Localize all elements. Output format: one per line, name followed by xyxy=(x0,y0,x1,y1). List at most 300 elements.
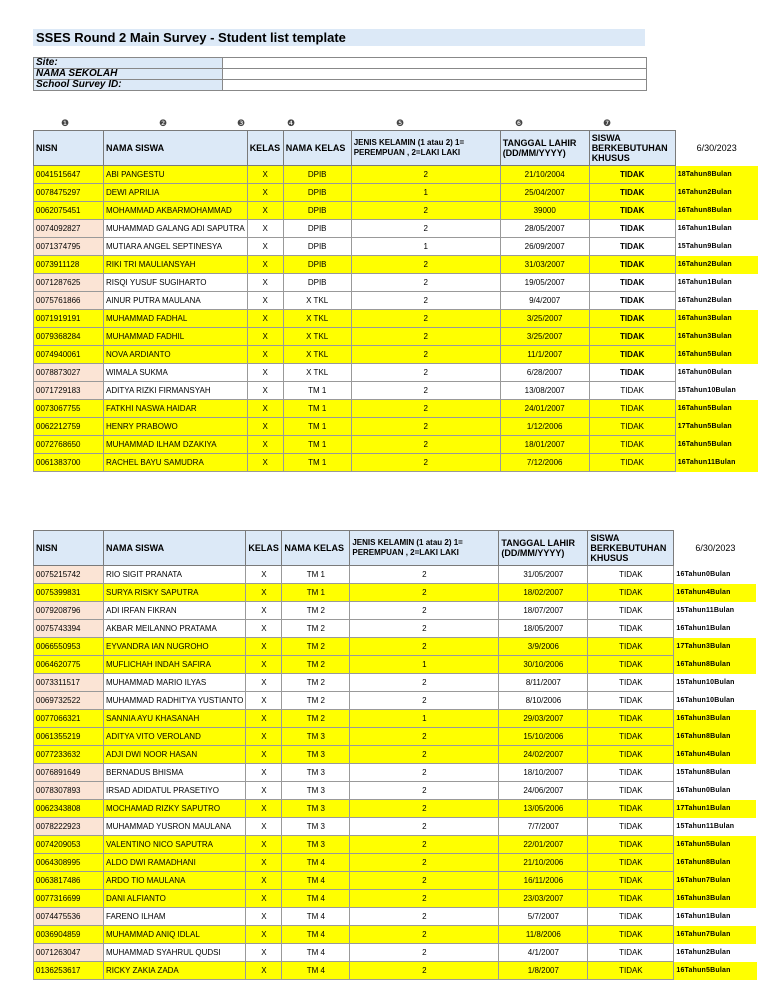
nisn-cell[interactable]: 0062343808 xyxy=(34,800,104,818)
berkebutuhan-khusus-cell[interactable]: TIDAK xyxy=(588,710,674,728)
nisn-cell[interactable]: 0136253617 xyxy=(34,962,104,980)
nama-siswa-cell[interactable]: RICKY ZAKIA ZADA xyxy=(104,962,246,980)
jenis-kelamin-cell[interactable]: 2 xyxy=(350,746,499,764)
tanggal-lahir-cell[interactable]: 15/10/2006 xyxy=(499,728,588,746)
nama-kelas-cell[interactable]: TM 3 xyxy=(282,746,350,764)
jenis-kelamin-cell[interactable]: 2 xyxy=(351,328,500,346)
jenis-kelamin-cell[interactable]: 2 xyxy=(350,764,499,782)
berkebutuhan-khusus-cell[interactable]: TIDAK xyxy=(588,764,674,782)
berkebutuhan-khusus-cell[interactable]: TIDAK xyxy=(588,818,674,836)
berkebutuhan-khusus-cell[interactable]: TIDAK xyxy=(589,238,675,256)
jenis-kelamin-cell[interactable]: 1 xyxy=(350,656,499,674)
kelas-cell[interactable]: X xyxy=(246,782,282,800)
jenis-kelamin-cell[interactable]: 1 xyxy=(351,238,500,256)
nama-kelas-cell[interactable]: TM 4 xyxy=(282,890,350,908)
kelas-cell[interactable]: X xyxy=(247,256,283,274)
jenis-kelamin-cell[interactable]: 2 xyxy=(350,944,499,962)
tanggal-lahir-cell[interactable]: 28/05/2007 xyxy=(500,220,589,238)
berkebutuhan-khusus-cell[interactable]: TIDAK xyxy=(589,166,675,184)
nama-kelas-cell[interactable]: DPIB xyxy=(283,166,351,184)
jenis-kelamin-cell[interactable]: 2 xyxy=(351,346,500,364)
berkebutuhan-khusus-cell[interactable]: TIDAK xyxy=(589,364,675,382)
berkebutuhan-khusus-cell[interactable]: TIDAK xyxy=(589,436,675,454)
age-cell: 16Tahun3Bulan xyxy=(674,710,757,728)
kelas-cell[interactable]: X xyxy=(246,638,282,656)
berkebutuhan-khusus-cell[interactable]: TIDAK xyxy=(589,274,675,292)
berkebutuhan-khusus-cell[interactable]: TIDAK xyxy=(589,310,675,328)
berkebutuhan-khusus-cell[interactable]: TIDAK xyxy=(588,638,674,656)
nama-kelas-cell[interactable]: TM 3 xyxy=(282,818,350,836)
tanggal-lahir-cell[interactable]: 13/05/2006 xyxy=(499,800,588,818)
nama-kelas-cell[interactable]: X TKL xyxy=(283,292,351,310)
berkebutuhan-khusus-cell[interactable]: TIDAK xyxy=(588,674,674,692)
jenis-kelamin-cell[interactable]: 2 xyxy=(350,602,499,620)
tanggal-lahir-cell[interactable]: 1/12/2006 xyxy=(500,418,589,436)
jenis-kelamin-cell[interactable]: 2 xyxy=(350,638,499,656)
jenis-kelamin-cell[interactable]: 2 xyxy=(350,890,499,908)
nisn-cell[interactable]: 0078873027 xyxy=(34,364,104,382)
berkebutuhan-khusus-cell[interactable]: TIDAK xyxy=(588,566,674,584)
nama-kelas-cell[interactable]: DPIB xyxy=(283,256,351,274)
age-cell: 17Tahun3Bulan xyxy=(674,638,757,656)
nama-siswa-cell[interactable]: ADJI DWI NOOR HASAN xyxy=(104,746,246,764)
jenis-kelamin-cell[interactable]: 2 xyxy=(350,926,499,944)
nama-siswa-cell[interactable]: AKBAR MEILANNO PRATAMA xyxy=(104,620,246,638)
jenis-kelamin-cell[interactable]: 1 xyxy=(351,184,500,202)
nama-kelas-cell[interactable]: X TKL xyxy=(283,346,351,364)
kelas-cell[interactable]: X xyxy=(246,566,282,584)
nisn-cell[interactable]: 0071729183 xyxy=(34,382,104,400)
jenis-kelamin-cell[interactable]: 2 xyxy=(351,166,500,184)
student-table-2 xyxy=(33,530,757,980)
jenis-kelamin-cell[interactable]: 2 xyxy=(350,962,499,980)
tanggal-lahir-cell[interactable]: 39000 xyxy=(500,202,589,220)
kelas-cell[interactable]: X xyxy=(246,800,282,818)
jenis-kelamin-cell[interactable]: 2 xyxy=(351,310,500,328)
tanggal-lahir-cell[interactable]: 19/05/2007 xyxy=(500,274,589,292)
nama-siswa-cell[interactable]: MUFLICHAH INDAH SAFIRA xyxy=(104,656,246,674)
nama-kelas-cell[interactable]: TM 1 xyxy=(283,436,351,454)
nama-kelas-cell[interactable]: TM 1 xyxy=(283,418,351,436)
berkebutuhan-khusus-cell[interactable]: TIDAK xyxy=(588,692,674,710)
nama-siswa-cell[interactable]: MUHAMMAD ILHAM DZAKIYA xyxy=(104,436,248,454)
nama-kelas-cell[interactable]: TM 2 xyxy=(282,692,350,710)
tanggal-lahir-cell[interactable]: 21/10/2004 xyxy=(500,166,589,184)
nama-kelas-cell[interactable]: DPIB xyxy=(283,220,351,238)
jenis-kelamin-cell[interactable]: 2 xyxy=(351,292,500,310)
berkebutuhan-khusus-cell[interactable]: TIDAK xyxy=(588,584,674,602)
tanggal-lahir-cell[interactable]: 18/07/2007 xyxy=(499,602,588,620)
nama-siswa-cell[interactable]: HENRY PRABOWO xyxy=(104,418,248,436)
kelas-cell[interactable]: X xyxy=(246,962,282,980)
nisn-cell[interactable]: 0078475297 xyxy=(34,184,104,202)
age-cell: 17Tahun1Bulan xyxy=(674,800,757,818)
jenis-kelamin-cell[interactable]: 2 xyxy=(350,566,499,584)
jenis-kelamin-cell[interactable]: 2 xyxy=(350,800,499,818)
berkebutuhan-khusus-cell[interactable]: TIDAK xyxy=(589,328,675,346)
tanggal-lahir-cell[interactable]: 18/05/2007 xyxy=(499,620,588,638)
header-nisn: NISN xyxy=(34,531,104,566)
tanggal-lahir-cell[interactable]: 1/8/2007 xyxy=(499,962,588,980)
nisn-cell[interactable]: 0078222923 xyxy=(34,818,104,836)
nama-kelas-cell[interactable]: TM 1 xyxy=(282,584,350,602)
nisn-cell[interactable]: 0075399831 xyxy=(34,584,104,602)
nama-siswa-cell[interactable]: MUHAMMAD YUSRON MAULANA xyxy=(104,818,246,836)
nama-siswa-cell[interactable]: RIKI TRI MAULIANSYAH xyxy=(104,256,248,274)
nama-siswa-cell[interactable]: RISQI YUSUF SUGIHARTO xyxy=(104,274,248,292)
nama-siswa-cell[interactable]: RIO SIGIT PRANATA xyxy=(104,566,246,584)
tanggal-lahir-cell[interactable]: 7/7/2007 xyxy=(499,818,588,836)
jenis-kelamin-cell[interactable]: 2 xyxy=(350,908,499,926)
nisn-cell[interactable]: 0074092827 xyxy=(34,220,104,238)
jenis-kelamin-cell[interactable]: 2 xyxy=(350,620,499,638)
jenis-kelamin-cell[interactable]: 2 xyxy=(350,728,499,746)
nisn-cell[interactable]: 0079208796 xyxy=(34,602,104,620)
tanggal-lahir-cell[interactable]: 24/02/2007 xyxy=(499,746,588,764)
tanggal-lahir-cell[interactable]: 3/9/2006 xyxy=(499,638,588,656)
nisn-cell[interactable]: 0073067755 xyxy=(34,400,104,418)
nama-kelas-cell[interactable]: TM 3 xyxy=(282,728,350,746)
nama-siswa-cell[interactable]: EYVANDRA IAN NUGROHO xyxy=(104,638,246,656)
berkebutuhan-khusus-cell[interactable]: TIDAK xyxy=(589,202,675,220)
berkebutuhan-khusus-cell[interactable]: TIDAK xyxy=(588,854,674,872)
tanggal-lahir-cell[interactable]: 13/08/2007 xyxy=(500,382,589,400)
jenis-kelamin-cell[interactable]: 2 xyxy=(351,202,500,220)
table-row xyxy=(34,238,759,256)
nisn-cell[interactable]: 0062212759 xyxy=(34,418,104,436)
nisn-cell[interactable]: 0062075451 xyxy=(34,202,104,220)
nisn-cell[interactable]: 0073911128 xyxy=(34,256,104,274)
nama-siswa-cell[interactable]: WIMALA SUKMA xyxy=(104,364,248,382)
nisn-cell[interactable]: 0073311517 xyxy=(34,674,104,692)
nama-kelas-cell[interactable]: TM 4 xyxy=(282,962,350,980)
age-cell: 16Tahun8Bulan xyxy=(674,656,757,674)
jenis-kelamin-cell[interactable]: 2 xyxy=(351,400,500,418)
nisn-cell[interactable]: 0061355219 xyxy=(34,728,104,746)
nama-siswa-cell[interactable]: ADI IRFAN FIKRAN xyxy=(104,602,246,620)
nama-siswa-cell[interactable]: SANNIA AYU KHASANAH xyxy=(104,710,246,728)
tanggal-lahir-cell[interactable]: 24/01/2007 xyxy=(500,400,589,418)
kelas-cell[interactable]: X xyxy=(247,184,283,202)
tanggal-lahir-cell[interactable]: 25/04/2007 xyxy=(500,184,589,202)
nisn-cell[interactable]: 0041515647 xyxy=(34,166,104,184)
table-row xyxy=(34,692,757,710)
nama-kelas-cell[interactable]: DPIB xyxy=(283,238,351,256)
nama-siswa-cell[interactable]: IRSAD ADIDATUL PRASETIYO xyxy=(104,782,246,800)
tanggal-lahir-cell[interactable]: 9/4/2007 xyxy=(500,292,589,310)
header-kelas: KELAS xyxy=(247,131,283,166)
nama-siswa-cell[interactable]: ALDO DWI RAMADHANI xyxy=(104,854,246,872)
nisn-cell[interactable]: 0071374795 xyxy=(34,238,104,256)
nisn-cell[interactable]: 0079368284 xyxy=(34,328,104,346)
kelas-cell[interactable]: X xyxy=(247,382,283,400)
berkebutuhan-khusus-cell[interactable]: TIDAK xyxy=(588,908,674,926)
kelas-cell[interactable]: X xyxy=(246,944,282,962)
tanggal-lahir-cell[interactable]: 18/10/2007 xyxy=(499,764,588,782)
nama-kelas-cell[interactable]: TM 4 xyxy=(282,926,350,944)
school-name-value[interactable] xyxy=(223,69,647,80)
nisn-cell[interactable]: 0074475536 xyxy=(34,908,104,926)
nisn-cell[interactable]: 0071919191 xyxy=(34,310,104,328)
berkebutuhan-khusus-cell[interactable]: TIDAK xyxy=(588,944,674,962)
table-row xyxy=(34,926,757,944)
nisn-cell[interactable]: 0076891649 xyxy=(34,764,104,782)
tanggal-lahir-cell[interactable]: 16/11/2006 xyxy=(499,872,588,890)
nama-kelas-cell[interactable]: DPIB xyxy=(283,202,351,220)
nisn-cell[interactable]: 0077066321 xyxy=(34,710,104,728)
nama-kelas-cell[interactable]: TM 3 xyxy=(282,782,350,800)
nama-kelas-cell[interactable]: TM 4 xyxy=(282,854,350,872)
nama-siswa-cell[interactable]: ARDO TIO MAULANA xyxy=(104,872,246,890)
nama-siswa-cell[interactable]: MUHAMMAD RADHITYA YUSTIANTO xyxy=(104,692,246,710)
kelas-cell[interactable]: X xyxy=(247,166,283,184)
kelas-cell[interactable]: X xyxy=(246,836,282,854)
tanggal-lahir-cell[interactable]: 11/8/2006 xyxy=(499,926,588,944)
nama-kelas-cell[interactable]: TM 4 xyxy=(282,872,350,890)
berkebutuhan-khusus-cell[interactable]: TIDAK xyxy=(588,728,674,746)
nisn-cell[interactable]: 0074209053 xyxy=(34,836,104,854)
nama-kelas-cell[interactable]: X TKL xyxy=(283,310,351,328)
nama-kelas-cell[interactable]: X TKL xyxy=(283,364,351,382)
nama-kelas-cell[interactable]: TM 2 xyxy=(282,710,350,728)
nama-kelas-cell[interactable]: TM 1 xyxy=(283,400,351,418)
berkebutuhan-khusus-cell[interactable]: TIDAK xyxy=(588,620,674,638)
kelas-cell[interactable]: X xyxy=(246,872,282,890)
kelas-cell[interactable]: X xyxy=(246,620,282,638)
nama-kelas-cell[interactable]: TM 2 xyxy=(282,656,350,674)
jenis-kelamin-cell[interactable]: 2 xyxy=(351,256,500,274)
tanggal-lahir-cell[interactable]: 23/03/2007 xyxy=(499,890,588,908)
nama-siswa-cell[interactable]: SURYA RISKY SAPUTRA xyxy=(104,584,246,602)
nama-kelas-cell[interactable]: DPIB xyxy=(283,274,351,292)
age-cell: 16Tahun5Bulan xyxy=(674,836,757,854)
kelas-cell[interactable]: X xyxy=(247,220,283,238)
age-cell: 16Tahun1Bulan xyxy=(674,620,757,638)
berkebutuhan-khusus-cell[interactable]: TIDAK xyxy=(589,400,675,418)
nama-kelas-cell[interactable]: TM 1 xyxy=(283,382,351,400)
nama-siswa-cell[interactable]: ADITYA VITO VEROLAND xyxy=(104,728,246,746)
jenis-kelamin-cell[interactable]: 2 xyxy=(351,454,500,472)
nisn-cell[interactable]: 0071263047 xyxy=(34,944,104,962)
nama-kelas-cell[interactable]: TM 4 xyxy=(282,944,350,962)
jenis-kelamin-cell[interactable]: 2 xyxy=(350,584,499,602)
tanggal-lahir-cell[interactable]: 6/28/2007 xyxy=(500,364,589,382)
column-number: ❷ xyxy=(159,118,168,128)
nama-kelas-cell[interactable]: X TKL xyxy=(283,328,351,346)
tanggal-lahir-cell[interactable]: 18/01/2007 xyxy=(500,436,589,454)
jenis-kelamin-cell[interactable]: 2 xyxy=(351,418,500,436)
nisn-cell[interactable]: 0074940061 xyxy=(34,346,104,364)
nama-kelas-cell[interactable]: TM 3 xyxy=(282,800,350,818)
berkebutuhan-khusus-cell[interactable]: TIDAK xyxy=(589,346,675,364)
tanggal-lahir-cell[interactable]: 30/10/2006 xyxy=(499,656,588,674)
berkebutuhan-khusus-cell[interactable]: TIDAK xyxy=(588,872,674,890)
kelas-cell[interactable]: X xyxy=(246,728,282,746)
berkebutuhan-khusus-cell[interactable]: TIDAK xyxy=(589,382,675,400)
berkebutuhan-khusus-cell[interactable]: TIDAK xyxy=(589,256,675,274)
age-cell: 16Tahun8Bulan xyxy=(674,854,757,872)
nama-siswa-cell[interactable]: MUHAMMAD SYAHRUL QUDSI xyxy=(104,944,246,962)
berkebutuhan-khusus-cell[interactable]: TIDAK xyxy=(589,184,675,202)
kelas-cell[interactable]: X xyxy=(247,328,283,346)
nama-siswa-cell[interactable]: MUHAMMAD ANIQ IDLAL xyxy=(104,926,246,944)
tanggal-lahir-cell[interactable]: 3/25/2007 xyxy=(500,328,589,346)
kelas-cell[interactable]: X xyxy=(246,746,282,764)
nama-kelas-cell[interactable]: TM 1 xyxy=(283,454,351,472)
kelas-cell[interactable]: X xyxy=(247,292,283,310)
age-cell: 16Tahun0Bulan xyxy=(674,566,757,584)
nama-siswa-cell[interactable]: BERNADUS BHISMA xyxy=(104,764,246,782)
tanggal-lahir-cell[interactable]: 29/03/2007 xyxy=(499,710,588,728)
jenis-kelamin-cell[interactable]: 2 xyxy=(350,782,499,800)
jenis-kelamin-cell[interactable]: 2 xyxy=(350,854,499,872)
nisn-cell[interactable]: 0064308995 xyxy=(34,854,104,872)
kelas-cell[interactable]: X xyxy=(246,854,282,872)
nisn-cell[interactable]: 0077316699 xyxy=(34,890,104,908)
kelas-cell[interactable]: X xyxy=(247,310,283,328)
tanggal-lahir-cell[interactable]: 8/10/2006 xyxy=(499,692,588,710)
nama-siswa-cell[interactable]: MUHAMMAD GALANG ADI SAPUTRA xyxy=(104,220,248,238)
table-row xyxy=(34,728,757,746)
kelas-cell[interactable]: X xyxy=(246,710,282,728)
berkebutuhan-khusus-cell[interactable]: TIDAK xyxy=(588,746,674,764)
kelas-cell[interactable]: X xyxy=(247,364,283,382)
berkebutuhan-khusus-cell[interactable]: TIDAK xyxy=(588,890,674,908)
tanggal-lahir-cell[interactable]: 26/09/2007 xyxy=(500,238,589,256)
jenis-kelamin-cell[interactable]: 2 xyxy=(350,692,499,710)
nama-kelas-cell[interactable]: TM 2 xyxy=(282,638,350,656)
berkebutuhan-khusus-cell[interactable]: TIDAK xyxy=(589,220,675,238)
tanggal-lahir-cell[interactable]: 21/10/2006 xyxy=(499,854,588,872)
berkebutuhan-khusus-cell[interactable]: TIDAK xyxy=(588,782,674,800)
kelas-cell[interactable]: X xyxy=(247,454,283,472)
nama-siswa-cell[interactable]: MUHAMMAD FADHAL xyxy=(104,310,248,328)
nama-siswa-cell[interactable]: RACHEL BAYU SAMUDRA xyxy=(104,454,248,472)
kelas-cell[interactable]: X xyxy=(246,656,282,674)
tanggal-lahir-cell[interactable]: 3/25/2007 xyxy=(500,310,589,328)
jenis-kelamin-cell[interactable]: 2 xyxy=(350,818,499,836)
nisn-cell[interactable]: 0075761866 xyxy=(34,292,104,310)
jenis-kelamin-cell[interactable]: 2 xyxy=(350,872,499,890)
kelas-cell[interactable]: X xyxy=(246,926,282,944)
berkebutuhan-khusus-cell[interactable]: TIDAK xyxy=(588,602,674,620)
kelas-cell[interactable]: X xyxy=(247,274,283,292)
kelas-cell[interactable]: X xyxy=(246,818,282,836)
nama-siswa-cell[interactable]: MUHAMMAD FADHIL xyxy=(104,328,248,346)
nama-siswa-cell[interactable]: DEWI APRILIA xyxy=(104,184,248,202)
jenis-kelamin-cell[interactable]: 2 xyxy=(350,836,499,854)
table-row xyxy=(34,908,757,926)
nisn-cell[interactable]: 0078307893 xyxy=(34,782,104,800)
nisn-cell[interactable]: 0071287625 xyxy=(34,274,104,292)
nisn-cell[interactable]: 0069732522 xyxy=(34,692,104,710)
school-survey-id-value[interactable] xyxy=(223,80,647,91)
nama-siswa-cell[interactable]: NOVA ARDIANTO xyxy=(104,346,248,364)
nama-siswa-cell[interactable]: MOHAMMAD AKBARMOHAMMAD xyxy=(104,202,248,220)
nisn-cell[interactable]: 0075743394 xyxy=(34,620,104,638)
nama-siswa-cell[interactable]: MUTIARA ANGEL SEPTINESYA xyxy=(104,238,248,256)
jenis-kelamin-cell[interactable]: 1 xyxy=(350,710,499,728)
tanggal-lahir-cell[interactable]: 24/06/2007 xyxy=(499,782,588,800)
nama-siswa-cell[interactable]: ABI PANGESTU xyxy=(104,166,248,184)
nama-siswa-cell[interactable]: FARENO ILHAM xyxy=(104,908,246,926)
kelas-cell[interactable]: X xyxy=(246,764,282,782)
jenis-kelamin-cell[interactable]: 2 xyxy=(351,220,500,238)
nisn-cell[interactable]: 0061383700 xyxy=(34,454,104,472)
tanggal-lahir-cell[interactable]: 31/03/2007 xyxy=(500,256,589,274)
nama-kelas-cell[interactable]: DPIB xyxy=(283,184,351,202)
berkebutuhan-khusus-cell[interactable]: TIDAK xyxy=(589,418,675,436)
tanggal-lahir-cell[interactable]: 4/1/2007 xyxy=(499,944,588,962)
nama-siswa-cell[interactable]: FATKHI NASWA HAIDAR xyxy=(104,400,248,418)
nama-siswa-cell[interactable]: DANI ALFIANTO xyxy=(104,890,246,908)
kelas-cell[interactable]: X xyxy=(246,602,282,620)
nama-kelas-cell[interactable]: TM 3 xyxy=(282,764,350,782)
jenis-kelamin-cell[interactable]: 2 xyxy=(351,436,500,454)
berkebutuhan-khusus-cell[interactable]: TIDAK xyxy=(588,656,674,674)
nama-kelas-cell[interactable]: TM 2 xyxy=(282,674,350,692)
nisn-cell[interactable]: 0064620775 xyxy=(34,656,104,674)
nisn-cell[interactable]: 0075215742 xyxy=(34,566,104,584)
jenis-kelamin-cell[interactable]: 2 xyxy=(350,674,499,692)
berkebutuhan-khusus-cell[interactable]: TIDAK xyxy=(588,962,674,980)
nama-kelas-cell[interactable]: TM 4 xyxy=(282,908,350,926)
tanggal-lahir-cell[interactable]: 31/05/2007 xyxy=(499,566,588,584)
tanggal-lahir-cell[interactable]: 7/12/2006 xyxy=(500,454,589,472)
nama-siswa-cell[interactable]: AINUR PUTRA MAULANA xyxy=(104,292,248,310)
nama-siswa-cell[interactable]: MUHAMMAD MARIO ILYAS xyxy=(104,674,246,692)
tanggal-lahir-cell[interactable]: 11/1/2007 xyxy=(500,346,589,364)
kelas-cell[interactable]: X xyxy=(247,346,283,364)
kelas-cell[interactable]: X xyxy=(247,238,283,256)
jenis-kelamin-cell[interactable]: 2 xyxy=(351,364,500,382)
tanggal-lahir-cell[interactable]: 22/01/2007 xyxy=(499,836,588,854)
jenis-kelamin-cell[interactable]: 2 xyxy=(351,382,500,400)
nama-siswa-cell[interactable]: VALENTINO NICO SAPUTRA xyxy=(104,836,246,854)
kelas-cell[interactable]: X xyxy=(247,436,283,454)
kelas-cell[interactable]: X xyxy=(246,908,282,926)
berkebutuhan-khusus-cell[interactable]: TIDAK xyxy=(589,454,675,472)
berkebutuhan-khusus-cell[interactable]: TIDAK xyxy=(589,292,675,310)
berkebutuhan-khusus-cell[interactable]: TIDAK xyxy=(588,800,674,818)
tanggal-lahir-cell[interactable]: 18/02/2007 xyxy=(499,584,588,602)
berkebutuhan-khusus-cell[interactable]: TIDAK xyxy=(588,926,674,944)
nama-kelas-cell[interactable]: TM 1 xyxy=(282,566,350,584)
kelas-cell[interactable]: X xyxy=(246,890,282,908)
kelas-cell[interactable]: X xyxy=(247,202,283,220)
nama-kelas-cell[interactable]: TM 3 xyxy=(282,836,350,854)
kelas-cell[interactable]: X xyxy=(247,418,283,436)
nama-siswa-cell[interactable]: ADITYA RIZKI FIRMANSYAH xyxy=(104,382,248,400)
nisn-cell[interactable]: 0036904859 xyxy=(34,926,104,944)
jenis-kelamin-cell[interactable]: 2 xyxy=(351,274,500,292)
nama-kelas-cell[interactable]: TM 2 xyxy=(282,602,350,620)
nisn-cell[interactable]: 0066550953 xyxy=(34,638,104,656)
tanggal-lahir-cell[interactable]: 5/7/2007 xyxy=(499,908,588,926)
site-value[interactable] xyxy=(223,58,647,69)
nisn-cell[interactable]: 0077233632 xyxy=(34,746,104,764)
kelas-cell[interactable]: X xyxy=(246,674,282,692)
kelas-cell[interactable]: X xyxy=(246,692,282,710)
nisn-cell[interactable]: 0072768650 xyxy=(34,436,104,454)
kelas-cell[interactable]: X xyxy=(247,400,283,418)
kelas-cell[interactable]: X xyxy=(246,584,282,602)
berkebutuhan-khusus-cell[interactable]: TIDAK xyxy=(588,836,674,854)
tanggal-lahir-cell[interactable]: 8/11/2007 xyxy=(499,674,588,692)
nama-kelas-cell[interactable]: TM 2 xyxy=(282,620,350,638)
nama-siswa-cell[interactable]: MOCHAMAD RIZKY SAPUTRO xyxy=(104,800,246,818)
nisn-cell[interactable]: 0063817486 xyxy=(34,872,104,890)
